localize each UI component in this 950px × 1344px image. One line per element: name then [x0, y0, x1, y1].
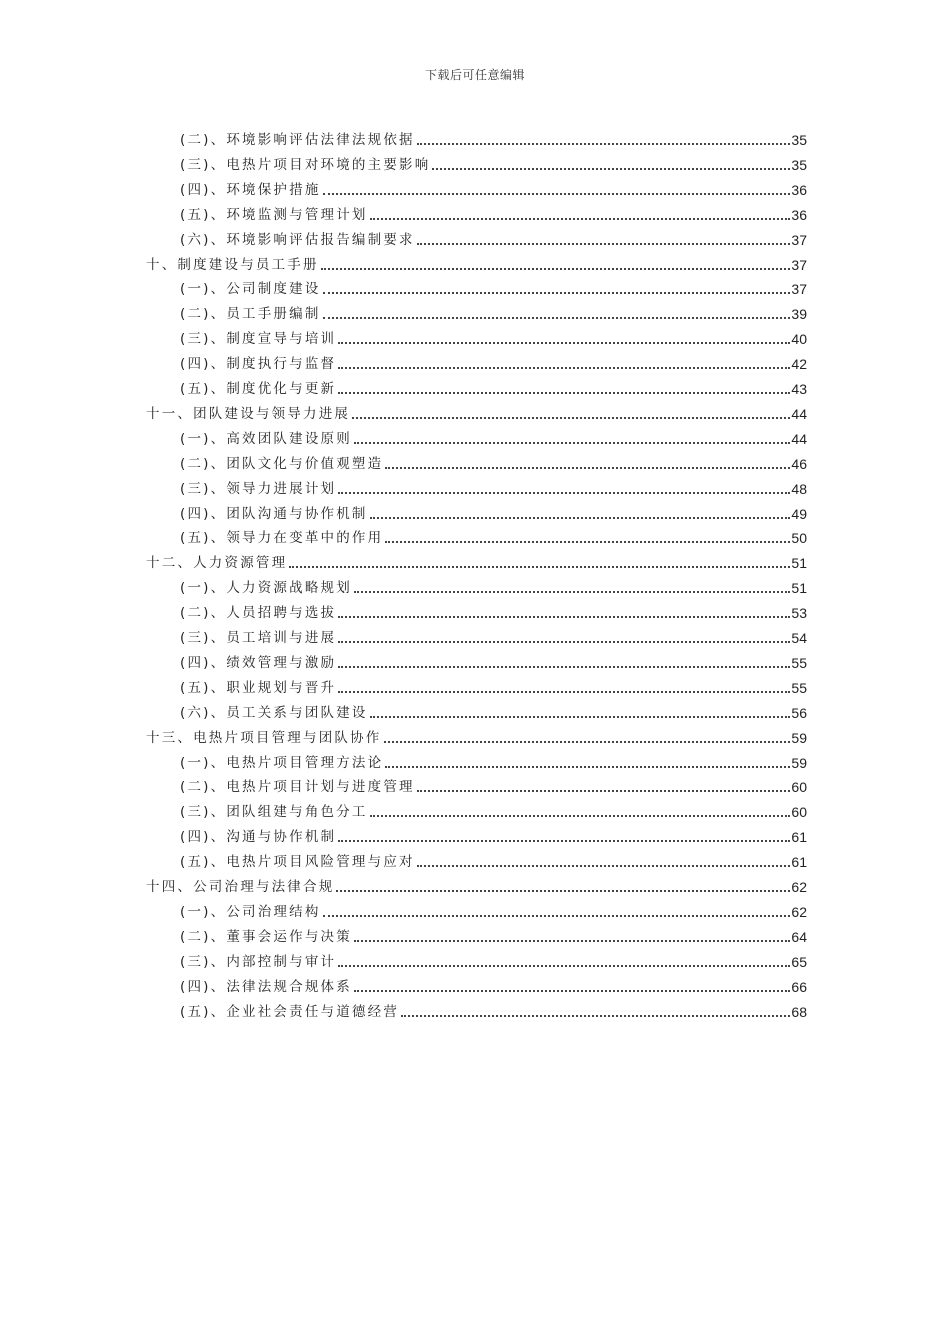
toc-entry[interactable]	[180, 648, 807, 672]
toc-entry[interactable]	[146, 872, 807, 896]
toc-entry[interactable]	[180, 598, 807, 622]
toc-entry[interactable]	[180, 324, 807, 348]
toc-dot-leader	[321, 267, 791, 270]
toc-entry-title: (四)、团队沟通与协作机制	[180, 505, 368, 522]
toc-entry-title: (三)、制度宣导与培训	[180, 331, 337, 348]
toc-entry-title: 十、制度建设与员工手册	[146, 256, 319, 273]
toc-entry-title: (三)、员工培训与进展	[180, 630, 337, 646]
toc-entry-page: 37	[791, 231, 807, 248]
toc-entry[interactable]	[180, 274, 807, 298]
toc-dot-leader	[289, 565, 790, 568]
toc-entry-page: 46	[791, 455, 807, 472]
toc-entry-title: (三)、团队组建与角色分工	[180, 804, 368, 821]
toc-entry-title: (一)、人力资源战略规划	[180, 580, 352, 597]
toc-entry[interactable]	[180, 673, 807, 697]
toc-entry-title: (六)、员工关系与团队建设	[180, 704, 368, 721]
toc-dot-leader	[385, 765, 790, 768]
toc-entry[interactable]	[180, 225, 807, 249]
toc-entry-page: 56	[791, 704, 807, 721]
toc-entry-page: 55	[791, 679, 807, 696]
toc-entry[interactable]	[180, 922, 807, 946]
toc-entry-title: (二)、人员招聘与选拔	[180, 605, 337, 622]
toc-dot-leader	[323, 316, 791, 319]
toc-entry[interactable]	[146, 399, 807, 423]
toc-entry-title: (一)、公司治理结构	[180, 903, 321, 920]
toc-dot-leader	[370, 715, 791, 718]
toc-entry-title: (一)、高效团队建设原则	[180, 430, 352, 447]
toc-dot-leader	[354, 989, 790, 992]
toc-entry-title: (二)、电热片项目计划与进度管理	[180, 779, 415, 796]
toc-entry-title: (五)、企业社会责任与道德经营	[180, 1003, 400, 1020]
toc-dot-leader	[385, 466, 790, 469]
toc-entry-title: (三)、内部控制与审计	[180, 953, 337, 970]
toc-entry-title: (五)、制度优化与更新	[180, 381, 337, 397]
toc-entry[interactable]	[180, 623, 807, 647]
toc-entry[interactable]	[180, 200, 807, 224]
toc-entry[interactable]	[146, 723, 807, 747]
toc-entry-page: 54	[791, 630, 807, 646]
page-header: 下载后可任意编辑	[424, 68, 525, 82]
toc-entry[interactable]	[146, 548, 807, 572]
toc-entry-page: 35	[791, 132, 807, 148]
toc-entry-title: (五)、电热片项目风险管理与应对	[180, 854, 415, 871]
toc-entry[interactable]	[180, 523, 807, 547]
toc-entry[interactable]	[180, 424, 807, 448]
toc-dot-leader	[370, 814, 791, 817]
toc-dot-leader	[432, 167, 790, 170]
toc-entry[interactable]	[180, 299, 807, 323]
toc-dot-leader	[385, 540, 790, 543]
toc-entry-page: 66	[791, 978, 807, 995]
toc-entry[interactable]	[180, 822, 807, 846]
toc-entry[interactable]	[180, 175, 807, 199]
toc-entry-page: 60	[791, 779, 807, 796]
toc-entry[interactable]	[180, 997, 807, 1021]
toc-entry-page: 43	[791, 381, 807, 397]
toc-entry-page: 62	[791, 903, 807, 920]
toc-dot-leader	[323, 914, 791, 917]
toc-entry[interactable]	[180, 374, 807, 398]
toc-entry-page: 48	[791, 480, 807, 497]
toc-dot-leader	[323, 291, 791, 294]
toc-entry[interactable]	[180, 349, 807, 373]
toc-dot-leader	[338, 964, 790, 967]
toc-dot-leader	[338, 615, 790, 618]
toc-dot-leader	[354, 590, 790, 593]
toc-entry-title: (六)、环境影响评估报告编制要求	[180, 231, 415, 248]
toc-entry-page: 51	[791, 580, 807, 597]
toc-entry[interactable]	[180, 947, 807, 971]
toc-dot-leader	[354, 939, 790, 942]
toc-entry[interactable]	[180, 972, 807, 996]
toc-entry-page: 59	[791, 754, 807, 771]
toc-entry[interactable]	[180, 474, 807, 498]
toc-entry-title: (五)、职业规划与晋升	[180, 679, 337, 696]
toc-dot-leader	[338, 640, 790, 643]
toc-entry-title: 十二、人力资源管理	[146, 555, 288, 572]
toc-entry-title: (四)、绩效管理与激励	[180, 654, 337, 671]
toc-entry-page: 49	[791, 505, 807, 522]
toc-entry-page: 37	[791, 256, 807, 273]
toc-dot-leader	[336, 889, 790, 892]
toc-entry-page: 64	[791, 928, 807, 945]
toc-entry-title: (二)、董事会运作与决策	[180, 928, 352, 945]
toc-dot-leader	[417, 789, 791, 792]
toc-entry-title: (二)、环境影响评估法律法规依据	[180, 132, 415, 148]
toc-entry-title: (四)、环境保护措施	[180, 181, 321, 198]
toc-entry-title: (五)、领导力在变革中的作用	[180, 530, 384, 547]
toc-dot-leader	[417, 242, 791, 245]
toc-dot-leader	[323, 192, 791, 195]
toc-entry-title: (三)、领导力进展计划	[180, 480, 337, 497]
toc-entry-page: 50	[791, 530, 807, 547]
toc-dot-leader	[338, 391, 790, 394]
toc-entry-title: 十三、电热片项目管理与团队协作	[146, 729, 382, 746]
toc-entry-page: 37	[791, 281, 807, 298]
toc-entry-title: (一)、公司制度建设	[180, 281, 321, 298]
toc-entry[interactable]	[180, 797, 807, 821]
toc-entry-title: (三)、电热片项目对环境的主要影响	[180, 156, 431, 173]
toc-dot-leader	[338, 690, 790, 693]
toc-entry-title: (二)、团队文化与价值观塑造	[180, 455, 384, 472]
toc-dot-leader	[417, 864, 791, 867]
toc-entry-page: 36	[791, 181, 807, 198]
toc-entry-page: 40	[791, 331, 807, 348]
toc-dot-leader	[338, 491, 790, 494]
toc-dot-leader	[338, 665, 790, 668]
toc-entry-page: 53	[791, 605, 807, 622]
toc-entry-title: 十四、公司治理与法律合规	[146, 879, 335, 895]
toc-dot-leader	[370, 516, 791, 519]
toc-entry-page: 51	[791, 555, 807, 572]
toc-dot-leader	[401, 1014, 790, 1017]
toc-dot-leader	[370, 217, 791, 220]
toc-dot-leader	[338, 366, 790, 369]
toc-dot-leader	[352, 416, 790, 419]
toc-entry-title: (四)、制度执行与监督	[180, 356, 337, 373]
toc-entry[interactable]	[180, 847, 807, 871]
toc-entry-page: 36	[791, 206, 807, 223]
toc-entry-title: (四)、法律法规合规体系	[180, 978, 352, 995]
toc-entry-page: 44	[791, 405, 807, 422]
toc-entry-page: 42	[791, 356, 807, 373]
toc-entry-page: 65	[791, 953, 807, 970]
toc-entry-title: (四)、沟通与协作机制	[180, 829, 337, 846]
toc-entry-page: 55	[791, 654, 807, 671]
toc-entry-page: 59	[791, 729, 807, 746]
toc-entry-page: 35	[791, 156, 807, 173]
toc-dot-leader	[384, 740, 791, 743]
toc-entry[interactable]	[146, 250, 807, 274]
toc-entry-page: 68	[791, 1003, 807, 1020]
toc-entry[interactable]	[180, 449, 807, 473]
toc-entry[interactable]	[180, 772, 807, 796]
toc-entry-page: 61	[791, 829, 807, 846]
toc-entry[interactable]	[180, 499, 807, 523]
toc-entry-page: 39	[791, 306, 807, 323]
toc-entry-title: (一)、电热片项目管理方法论	[180, 754, 384, 771]
toc-entry[interactable]	[180, 150, 807, 174]
toc-entry-page: 61	[791, 854, 807, 871]
toc-entry[interactable]	[180, 698, 807, 722]
toc-entry-page: 62	[791, 879, 807, 895]
toc-dot-leader	[417, 142, 791, 145]
toc-entry-page: 44	[791, 430, 807, 447]
toc-entry[interactable]	[180, 573, 807, 597]
toc-entry-page: 60	[791, 804, 807, 821]
toc-entry-title: (五)、环境监测与管理计划	[180, 206, 368, 223]
toc-dot-leader	[338, 839, 790, 842]
toc-entry[interactable]	[180, 748, 807, 772]
toc-dot-leader	[338, 341, 790, 344]
toc-entry-title: (二)、员工手册编制	[180, 306, 321, 323]
toc-entry-title: 十一、团队建设与领导力进展	[146, 405, 351, 422]
toc-entry[interactable]	[180, 897, 807, 921]
toc-dot-leader	[354, 441, 790, 444]
toc-entry[interactable]	[180, 125, 807, 149]
